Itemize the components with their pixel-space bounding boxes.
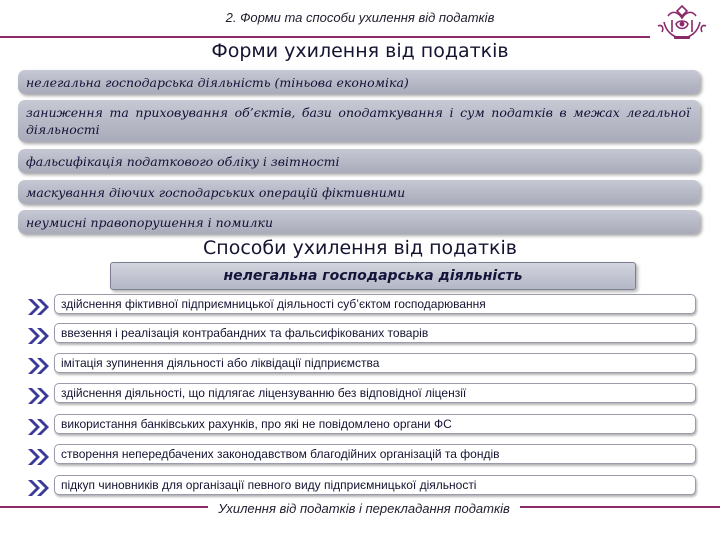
forms-title: Форми ухилення від податків (211, 40, 509, 62)
method-item-hidden-accounts: використання банківських рахунків, про які не повідомлено органи ФС (54, 414, 696, 434)
method-item-contraband: ввезення і реалізація контрабандних та фальсифікованих товарів (54, 323, 696, 343)
method-row (26, 353, 702, 377)
form-item-shadow-economy: нелегальна господарська діяльність (тіньова економіка) (18, 70, 700, 94)
double-chevron-right-icon (26, 478, 52, 498)
method-row (26, 444, 702, 468)
footer-divider-left (0, 506, 208, 508)
form-item-masking: маскування діючих господарських операцій фіктивними (18, 180, 700, 204)
methods-title: Способи ухилення від податків (203, 237, 517, 259)
method-item-imitation-liquidation: імітація зупинення діяльності або ліквідації підприємства (54, 353, 696, 373)
double-chevron-right-icon (26, 417, 52, 437)
method-row (26, 383, 702, 407)
double-chevron-right-icon (26, 356, 52, 376)
method-row (26, 414, 702, 438)
method-row (26, 475, 702, 499)
method-item-unlicensed: здійснення діяльності, що підлягає ліцензуванню без відповідної ліцензії (54, 383, 696, 403)
form-item-understatement: заниження та приховування об’єктів, бази оподаткування і сум податків в межах легальної діяльності (18, 100, 700, 142)
footer-divider-right (520, 506, 720, 508)
double-chevron-right-icon (26, 297, 52, 317)
form-item-unintentional: неумисні правопорушення і помилки (18, 210, 700, 234)
method-row (26, 294, 702, 318)
header-divider (0, 36, 650, 38)
double-chevron-right-icon (26, 326, 52, 346)
methods-category-bar: нелегальна господарська діяльність (110, 262, 636, 290)
slide-footer-text: Ухилення від податків і перекладання податків (218, 501, 510, 516)
form-item-falsification: фальсифікація податкового обліку і звітності (18, 149, 700, 173)
crest-logo-icon (654, 2, 710, 42)
method-item-bribery: підкуп чиновників для організації певного виду підприємницької діяльності (54, 475, 696, 495)
double-chevron-right-icon (26, 447, 52, 467)
method-item-fictitious-activity: здійснення фіктивної підприємницької діяльності суб’єктом господарювання (54, 294, 696, 314)
slide-header-title: 2. Форми та способи ухилення від податків (225, 10, 495, 25)
method-item-charity-funds: створення непередбачених законодавством благодійних організацій та фондів (54, 444, 696, 464)
double-chevron-right-icon (26, 386, 52, 406)
method-row (26, 323, 702, 347)
